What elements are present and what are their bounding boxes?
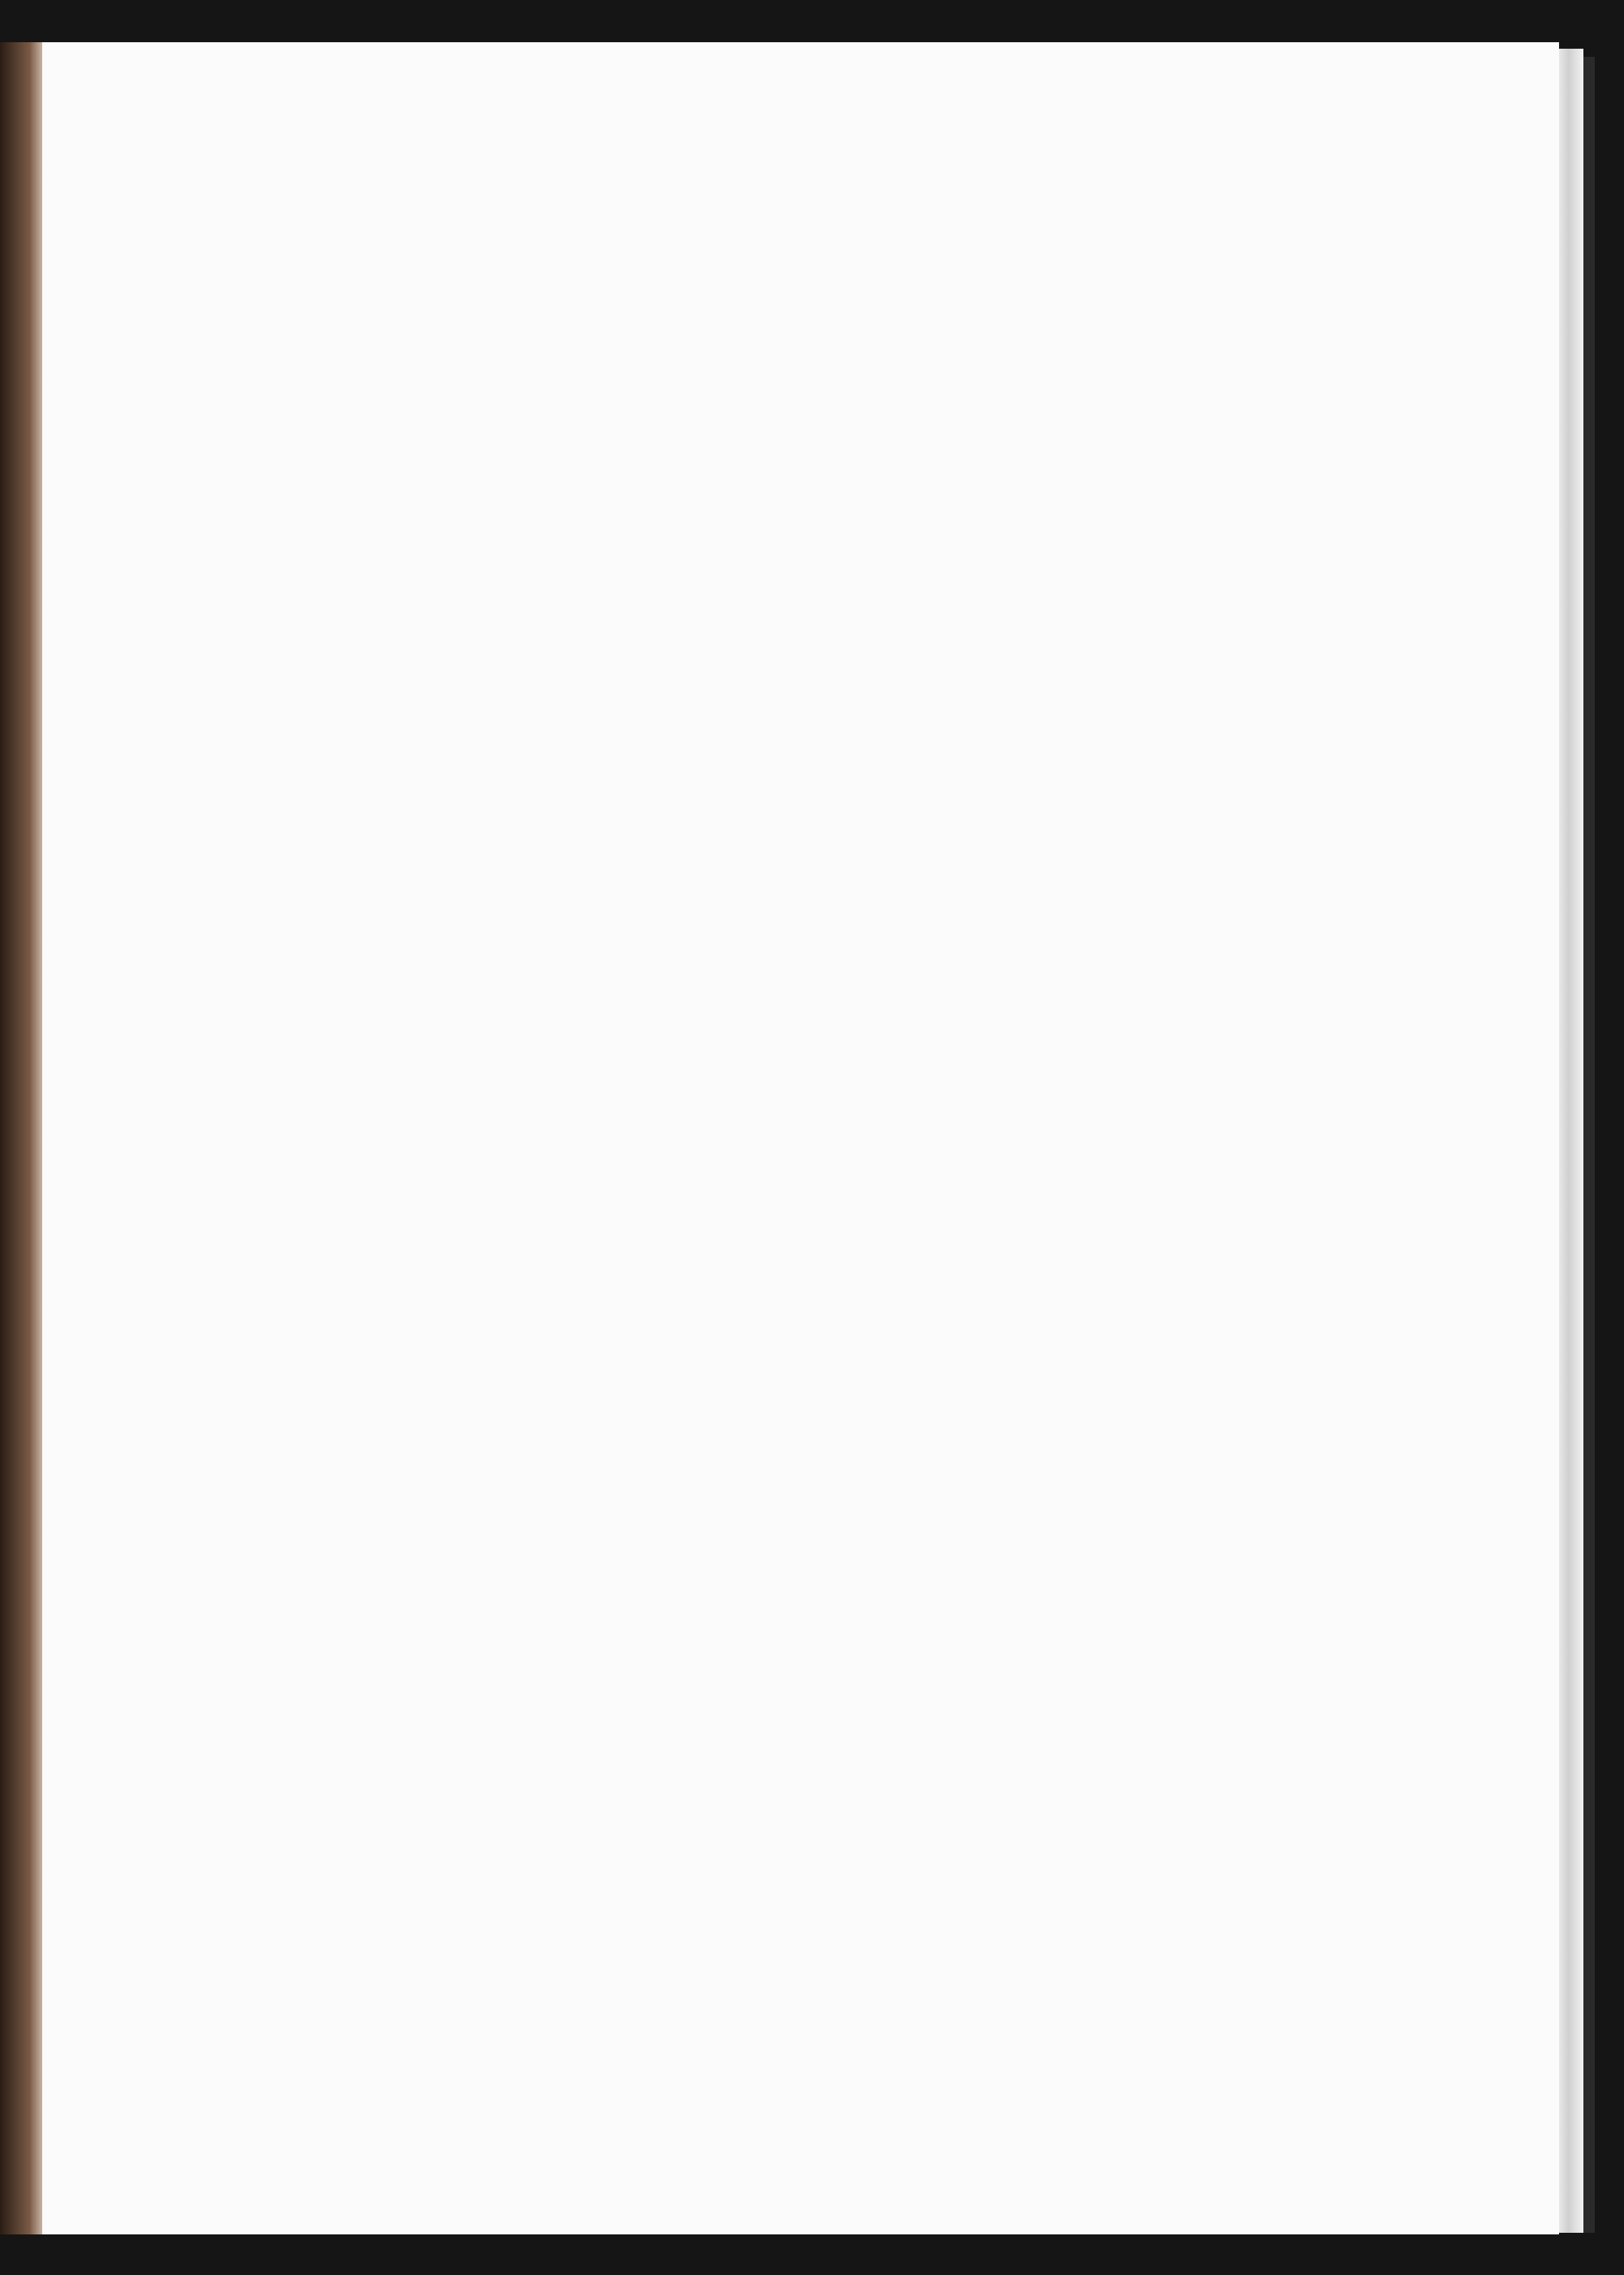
page-edge-shadow: [1583, 57, 1595, 2233]
book-spine: [0, 42, 42, 2234]
page-edge: [1559, 49, 1583, 2233]
page: [42, 42, 1559, 2234]
